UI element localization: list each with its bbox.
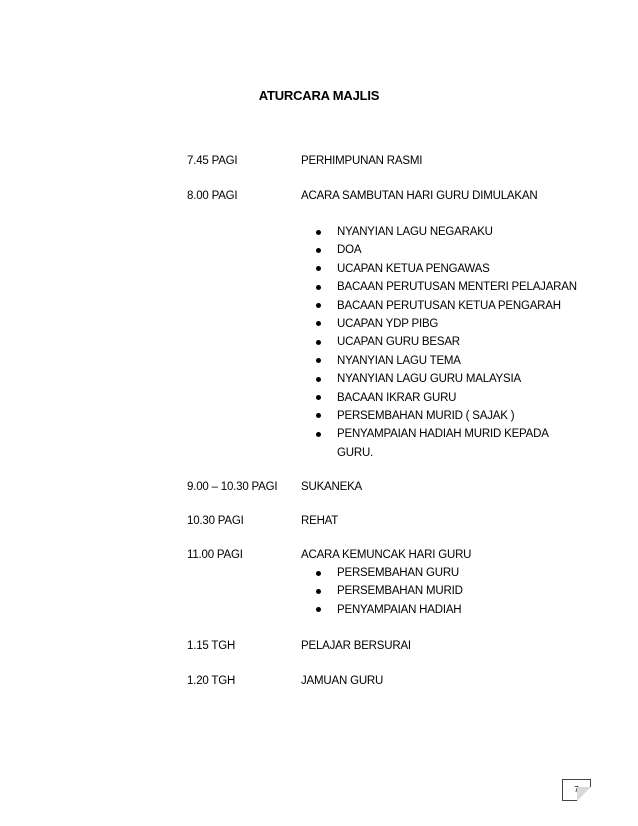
- bullet-icon: [316, 358, 321, 363]
- schedule-activity: ACARA KEMUNCAK HARI GURU: [301, 549, 472, 561]
- list-item: PERSEMBAHAN MURID ( SAJAK ): [316, 407, 577, 425]
- schedule-time: 10.30 PAGI: [187, 515, 244, 527]
- opening-programme-list: [316, 223, 577, 462]
- list-item: BACAAN PERUTUSAN MENTERI PELAJARAN: [316, 278, 577, 296]
- bullet-icon: [316, 303, 321, 308]
- list-item: UCAPAN KETUA PENGAWAS: [316, 260, 577, 278]
- schedule-activity: JAMUAN GURU: [301, 675, 384, 687]
- schedule-time: 7.45 PAGI: [187, 155, 238, 167]
- schedule-activity: PERHIMPUNAN RASMI: [301, 155, 423, 167]
- schedule-activity: PELAJAR BERSURAI: [301, 640, 411, 652]
- bullet-icon: [316, 571, 321, 576]
- bullet-icon: [316, 340, 321, 345]
- list-item: PERSEMBAHAN GURU: [316, 564, 463, 582]
- list-item: PENYAMPAIAN HADIAH: [316, 601, 463, 619]
- page-number: 7: [562, 779, 591, 801]
- list-item: UCAPAN YDP PIBG: [316, 315, 577, 333]
- list-item: DOA: [316, 241, 577, 259]
- bullet-icon: [316, 266, 321, 271]
- bullet-icon: [316, 395, 321, 400]
- bullet-icon: [316, 377, 321, 382]
- bullet-icon: [316, 413, 321, 418]
- schedule-time: 11.00 PAGI: [187, 549, 243, 561]
- bullet-icon: [316, 589, 321, 594]
- list-item: PERSEMBAHAN MURID: [316, 582, 463, 600]
- list-item: NYANYIAN LAGU GURU MALAYSIA: [316, 370, 577, 388]
- bullet-icon: [316, 607, 321, 612]
- page-curl-icon: [577, 787, 591, 801]
- list-item: NYANYIAN LAGU NEGARAKU: [316, 223, 577, 241]
- list-item: BACAAN PERUTUSAN KETUA PENGARAH: [316, 297, 577, 315]
- schedule-time: 1.20 TGH: [187, 675, 236, 687]
- bullet-icon: [316, 230, 321, 235]
- schedule-time: 9.00 – 10.30 PAGI: [187, 481, 278, 493]
- list-item: BACAAN IKRAR GURU: [316, 389, 577, 407]
- bullet-icon: [316, 432, 321, 437]
- bullet-icon: [316, 248, 321, 253]
- bullet-icon: [316, 321, 321, 326]
- bullet-icon: [316, 285, 321, 290]
- schedule-time: 8.00 PAGI: [187, 190, 238, 202]
- schedule-activity: ACARA SAMBUTAN HARI GURU DIMULAKAN: [301, 190, 538, 202]
- list-item: UCAPAN GURU BESAR: [316, 333, 577, 351]
- schedule-activity: REHAT: [301, 515, 339, 527]
- schedule-activity: SUKANEKA: [301, 481, 363, 493]
- list-item: NYANYIAN LAGU TEMA: [316, 352, 577, 370]
- page-title: ATURCARA MAJLIS: [258, 88, 380, 103]
- schedule-time: 1.15 TGH: [187, 640, 236, 652]
- list-item: PENYAMPAIAN HADIAH MURID KEPADA GURU.: [316, 425, 562, 462]
- highlight-programme-list: [316, 564, 463, 619]
